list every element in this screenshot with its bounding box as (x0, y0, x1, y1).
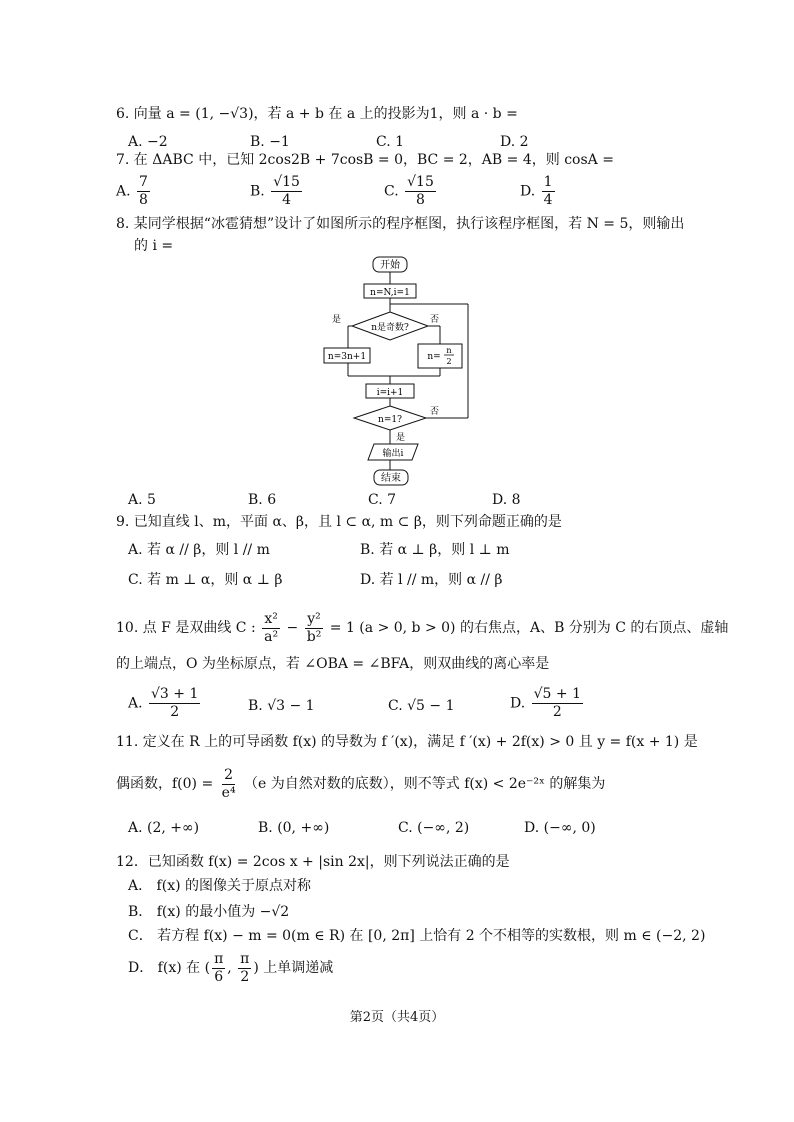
q7-option-a: A. $\frac{7}{8}$ (116, 174, 148, 208)
flow-no2-label: 否 (430, 407, 440, 417)
q7-option-d: D. $\frac{1}{4}$ (520, 174, 553, 208)
flow-even-den: 2 (446, 357, 452, 366)
q8-stem-line2: 的 i = (134, 238, 174, 254)
q11-stem-line2: 偶函数，f(0) = $\frac{2}{\text{e⁴}}$ （e 为自然对数的底数），则不等式 f(x) < 2e⁻²ˣ 的解集为 (116, 766, 606, 801)
q11-option-a: A. (2, +∞) (128, 820, 200, 836)
q11-option-d: D. (−∞, 0) (524, 820, 596, 836)
q9-stem: 9. 已知直线 l、m，平面 α、β，且 l ⊂ α, m ⊂ β，则下列命题正确的是 (116, 514, 562, 530)
q10-option-c: C. √5 − 1 (388, 698, 455, 714)
q9-option-d: D. 若 l // m，则 α // β (360, 572, 503, 588)
q6-option-a: A. −2 (128, 134, 168, 150)
flowchart-svg (318, 252, 488, 492)
q10-option-a: A. $\frac{√3 + 1}{2}$ (128, 686, 199, 720)
q7-option-c: C. $\frac{√15}{8}$ (384, 174, 434, 208)
q12-stem: 12．已知函数 f(x) = 2cos x + |sin 2x|，则下列说法正确的是 (116, 854, 510, 870)
flow-yes-label: 是 (332, 315, 342, 325)
q8-option-a: A. 5 (128, 492, 156, 508)
flow-start-text: 开始 (380, 260, 400, 271)
q8-option-d: D. 8 (492, 492, 521, 508)
q8-option-c: C. 7 (368, 492, 397, 508)
q6-option-d: D. 2 (500, 134, 529, 150)
q12-option-a: A． f(x) 的图像关于原点对称 (128, 878, 312, 894)
q8-stem-line1: 8. 某同学根据“冰雹猜想”设计了如图所示的程序框图，执行该程序框图，若 N = 5，则输出 (116, 216, 685, 232)
q10-stem-line2: 的上端点，O 为坐标原点，若 ∠OBA = ∠BFA，则双曲线的离心率是 (116, 656, 550, 672)
q11-option-b: B. (0, +∞) (258, 820, 330, 836)
q9-option-a: A. 若 α // β，则 l // m (128, 542, 270, 558)
flow-inc-text: i=i+1 (376, 388, 404, 398)
q9-option-b: B. 若 α ⊥ β，则 l ⊥ m (360, 542, 510, 558)
flow-yes2-label: 是 (396, 433, 406, 443)
flow-even-prefix: n= (427, 352, 441, 362)
flow-even-num: n (446, 346, 452, 355)
flow-cond2-text: n=1? (378, 415, 402, 425)
flow-init-text: n=N,i=1 (370, 288, 410, 298)
q11-option-c: C. (−∞, 2) (398, 820, 470, 836)
q12-option-b: B． f(x) 的最小值为 −√2 (128, 904, 290, 920)
q12-option-d: D． f(x) 在 ( $\frac{\pi}{6}$ , $\frac{\pi}{2}$ ) 上单调递减 (128, 950, 334, 985)
q6-stem: 6. 向量 a = (1, −√3)，若 a + b 在 a 上的投影为1，则 a · b = (116, 106, 518, 122)
q8-flowchart (318, 252, 488, 492)
q10-option-b: B. √3 − 1 (248, 698, 315, 714)
q8-option-b: B. 6 (248, 492, 277, 508)
q7-stem: 7. 在 ΔABC 中，已知 2cos2B + 7cosB = 0，BC = 2，AB = 4，则 cosA = (116, 152, 614, 168)
flow-odd-text: n=3n+1 (327, 352, 367, 362)
q11-stem-line1: 11. 定义在 R 上的可导函数 f(x) 的导数为 f ′(x)，满足 f ′(x) + 2f(x) > 0 且 y = f(x + 1) 是 (116, 734, 698, 750)
q6-option-b: B. −1 (250, 134, 290, 150)
q10-option-d: D. $\frac{√5 + 1}{2}$ (510, 686, 582, 720)
flow-output-text: 输出i (382, 449, 404, 459)
q12-option-c: C． 若方程 f(x) − m = 0(m ∈ R) 在 [0, 2π] 上恰有 2 个不相等的实数根，则 m ∈ (−2, 2) (128, 928, 706, 944)
q10-stem-line1: 10. 点 F 是双曲线 C : $\frac{\text{x²}}{\text{a²}}$ − $\frac{\text{y²}}{\text{b²}}$ = 1 (a > 0, b > 0) 的右焦点，A、B 分别为 C 的右顶点、虚轴 (116, 610, 729, 645)
flow-end-text: 结束 (381, 473, 401, 484)
flow-no-label: 否 (430, 315, 440, 325)
flow-cond1-text: n是奇数? (371, 323, 409, 333)
q6-option-c: C. 1 (376, 134, 405, 150)
q7-option-b: B. $\frac{√15}{4}$ (250, 174, 300, 208)
page-footer: 第2页（共4页） (349, 1010, 445, 1025)
q9-option-c: C. 若 m ⊥ α，则 α ⊥ β (128, 572, 283, 588)
